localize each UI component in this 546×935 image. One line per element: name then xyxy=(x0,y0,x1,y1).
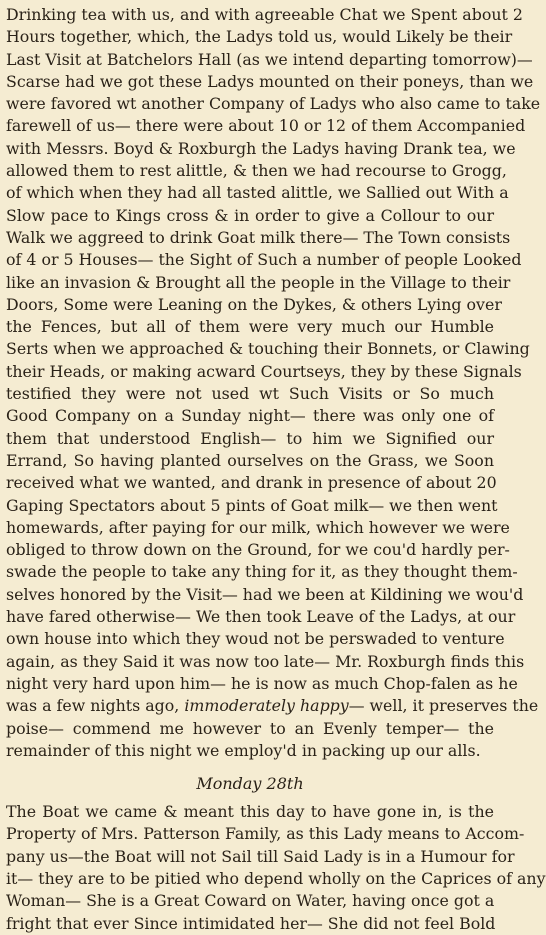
text-line: of which when they had all tasted alittle, we Sallied out With a xyxy=(6,183,509,203)
text-line: Walk we aggreed to drink Goat milk there— The Town consists xyxy=(6,227,511,247)
text-line: testified they were not used wt Such Visits or So much xyxy=(6,384,494,404)
text-line: Errand, So having planted ourselves on the Grass, we Soon xyxy=(6,450,494,470)
text-line: fright that ever Since intimidated her— She did not feel Bold xyxy=(6,913,496,933)
text-line: pany us—the Boat will not Sail till Said Lady is in a Humour for xyxy=(6,846,515,866)
text-line: like an invasion & Brought all the people in the Village to their xyxy=(6,272,511,292)
text-line: Property of Mrs. Patterson Family, as this Lady means to Accom- xyxy=(6,824,525,844)
text-line: night very hard upon him— he is now as much Chop-falen as he xyxy=(6,673,518,693)
paragraph-2 xyxy=(6,801,546,935)
text-line: allowed them to rest alittle, & then we had recourse to Grogg, xyxy=(6,161,507,181)
text-line: The Boat we came & meant this day to have gone in, is the xyxy=(6,802,494,822)
text-segment: — well, it preserves the xyxy=(348,696,539,716)
text-line: it— they are to be pitied who depend wholly on the Caprices of any xyxy=(6,868,546,888)
text-line: own house into which they woud not be perswaded to venture xyxy=(6,629,505,649)
text-line: Woman— She is a Great Coward on Water, having once got a xyxy=(6,891,495,911)
text-line: obliged to throw down on the Ground, for we cou'd hardly per- xyxy=(6,540,510,560)
section-heading: Monday 28th xyxy=(196,774,304,794)
text-line: poise— commend me however to an Evenly temper— the xyxy=(6,718,494,738)
text-segment: was a few nights ago, xyxy=(6,696,185,716)
text-line: received what we wanted, and drank in presence of about 20 xyxy=(6,473,497,493)
text-line: Serts when we approached & touching their Bonnets, or Clawing xyxy=(6,339,530,359)
text-line: selves honored by the Visit— had we been at Kildining we wou'd xyxy=(6,584,524,604)
text-line: remainder of this night we employ'd in packing up our alls. xyxy=(6,740,481,760)
text-line: Hours together, which, the Ladys told us, would Likely be their xyxy=(6,27,513,47)
text-line-with-italic xyxy=(6,695,539,717)
text-line: farewell of us— there were about 10 or 12 of them Accompanied xyxy=(6,116,526,136)
text-line: Gaping Spectators about 5 pints of Goat milk— we then went xyxy=(6,495,498,515)
text-line: of 4 or 5 Houses— the Sight of Such a number of people Looked xyxy=(6,250,522,270)
text-line: the Fences, but all of them were very much our Humble xyxy=(6,317,494,337)
text-line: Scarse had we got these Ladys mounted on their poneys, than we xyxy=(6,71,534,91)
text-line: Drinking tea with us, and with agreeable Chat we Spent about 2 xyxy=(6,5,523,24)
text-line: have fared otherwise— We then took Leave of the Ladys, at our xyxy=(6,607,516,627)
italic-phrase: immoderately happy xyxy=(184,696,349,716)
text-line: swade the people to take any thing for it, as they thought them- xyxy=(6,562,518,582)
text-line: their Heads, or making acward Courtseys, they by these Signals xyxy=(6,361,522,381)
text-line: them that understood English— to him we Signified our xyxy=(6,428,494,448)
text-line: were favored wt another Company of Ladys who also came to take xyxy=(6,94,541,114)
paragraph-1 xyxy=(6,4,541,762)
text-line: with Messrs. Boyd & Roxburgh the Ladys having Drank tea, we xyxy=(6,138,516,158)
text-line: again, as they Said it was now too late— Mr. Roxburgh finds this xyxy=(6,651,525,671)
text-line: Doors, Some were Leaning on the Dykes, & others Lying over xyxy=(6,294,502,314)
text-line: Slow pace to Kings cross & in order to give a Collour to our xyxy=(6,205,494,225)
text-line: Last Visit at Batchelors Hall (as we intend departing tomorrow)— xyxy=(6,49,533,69)
text-line: Good Company on a Sunday night— there was only one of xyxy=(6,406,494,426)
text-line: homewards, after paying for our milk, which however we were xyxy=(6,517,510,537)
